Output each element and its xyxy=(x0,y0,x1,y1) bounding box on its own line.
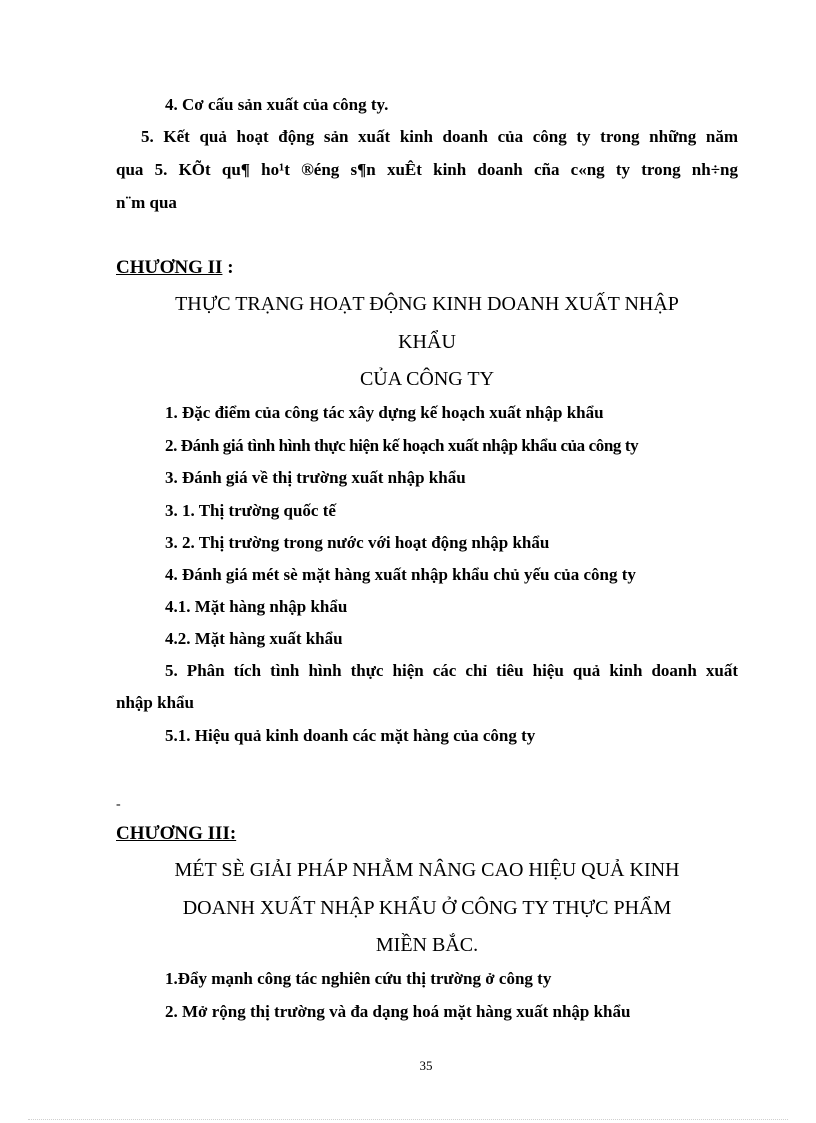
chapter-3-item: 2. Mở rộng thị trường và đa dạng hoá mặt hàng xuất nhập khẩu xyxy=(165,1002,631,1021)
toc-item-5-line2: qua 5. KÕt qu¶ ho¹t ®éng s¶n xuÊt kinh doanh cña c«ng ty trong nh÷ng xyxy=(116,160,738,179)
chapter-2-label: CHƯƠNG II xyxy=(116,257,223,278)
chapter-2-title-line3: CỦA CÔNG TY xyxy=(359,368,495,390)
separator-dash: - xyxy=(116,797,121,812)
chapter-2-title-line1: THỰC TRẠNG HOẠT ĐỘNG KINH DOANH XUẤT NHẬP xyxy=(175,293,679,315)
toc-item-5-line1: 5. Kết quả hoạt động sản xuất kinh doanh của công ty trong những năm xyxy=(141,127,738,146)
chapter-2-item: 4.2. Mặt hàng xuất khẩu xyxy=(165,629,343,648)
chapter-2-item: 3. 1. Thị trường quốc tế xyxy=(165,501,336,520)
chapter-2-item: 4. Đánh giá mét sè mặt hàng xuất nhập khẩu chủ yếu của công ty xyxy=(165,565,636,584)
chapter-3-title-line2: DOANH XUẤT NHẬP KHẨU Ở CÔNG TY THỰC PHẨM xyxy=(182,897,672,919)
chapter-3-item: 1.Đẩy mạnh công tác nghiên cứu thị trường ở công ty xyxy=(165,969,552,988)
chapter-2-heading xyxy=(116,256,234,280)
chapter-2-item: 3. 2. Thị trường trong nước với hoạt động nhập khẩu xyxy=(165,533,550,552)
chapter-2-item: 5. Phân tích tình hình thực hiện các chỉ tiêu hiệu quả kinh doanh xuất xyxy=(165,661,738,680)
chapter-3-title-line1: MÉT SÈ GIẢI PHÁP NHẰM NÂNG CAO HIỆU QUẢ KINH xyxy=(174,859,680,881)
page-number: 35 xyxy=(419,1058,433,1073)
footer-rule xyxy=(28,1119,788,1120)
chapter-2-item: 1. Đặc điểm của công tác xây dựng kế hoạch xuất nhập khẩu xyxy=(165,403,604,422)
chapter-2-colon: : xyxy=(222,257,234,278)
chapter-3-label: CHƯƠNG III: xyxy=(116,823,237,844)
chapter-2-item: 3. Đánh giá về thị trường xuất nhập khẩu xyxy=(165,468,466,487)
chapter-2-item: 4.1. Mặt hàng nhập khẩu xyxy=(165,597,348,616)
chapter-2-item: nhập khẩu xyxy=(116,693,194,712)
chapter-2-title-line2: KHẨU xyxy=(398,331,456,353)
toc-item-4: 4. Cơ cấu sản xuất của công ty. xyxy=(165,95,389,114)
chapter-2-item: 2. Đánh giá tình hình thực hiện kế hoạch xuất nhập khẩu của công ty xyxy=(165,436,639,455)
toc-item-5-line3: n¨m qua xyxy=(116,193,177,212)
chapter-3-title-line3: MIỀN BẮC. xyxy=(375,934,479,956)
chapter-3-heading xyxy=(116,822,236,846)
chapter-2-item: 5.1. Hiệu quả kinh doanh các mặt hàng của công ty xyxy=(165,726,536,745)
